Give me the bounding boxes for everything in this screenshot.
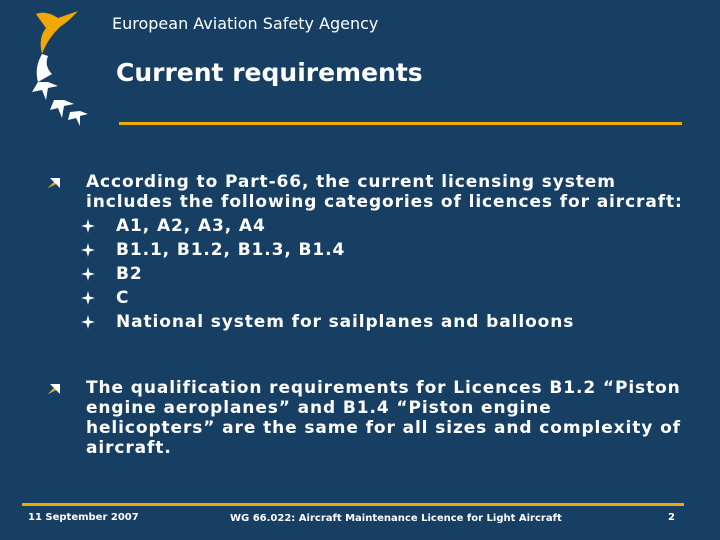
footer-rule xyxy=(22,503,684,506)
licence-category-list xyxy=(47,214,687,334)
list-item-text: B2 xyxy=(116,264,143,284)
easa-logo-icon xyxy=(28,8,98,128)
list-item-text: A1, A2, A3, A4 xyxy=(116,216,266,236)
page-number: 2 xyxy=(668,512,675,523)
list-item xyxy=(81,310,687,334)
slide-title: Current requirements xyxy=(116,58,423,87)
agency-name: European Aviation Safety Agency xyxy=(112,14,379,33)
footer-date: 11 September 2007 xyxy=(28,512,139,523)
list-item-text: C xyxy=(116,288,130,308)
star-bullet-icon xyxy=(81,291,116,305)
list-item xyxy=(81,238,687,262)
list-item xyxy=(81,262,687,286)
bullet-block-licence-categories xyxy=(47,172,687,334)
star-bullet-icon xyxy=(81,219,116,233)
list-item xyxy=(81,286,687,310)
bullet-text: According to Part-66, the current licensing system includes the following categories of licences for aircraft: xyxy=(86,172,683,212)
bullet-text: The qualification requirements for Licences B1.2 “Piston engine aeroplanes” and B1.4 “Piston engine helicopters” are the same for all sizes and complexity of aircraft. xyxy=(86,378,681,458)
star-bullet-icon xyxy=(81,243,116,257)
footer-reference: WG 66.022: Aircraft Maintenance Licence for Light Aircraft xyxy=(230,513,562,524)
list-item-text: National system for sailplanes and balloons xyxy=(116,312,575,332)
list-item xyxy=(81,214,687,238)
star-bullet-icon xyxy=(81,315,116,329)
arrow-bullet-icon xyxy=(47,172,86,193)
arrow-bullet-icon xyxy=(47,378,86,399)
list-item-text: B1.1, B1.2, B1.3, B1.4 xyxy=(116,240,346,260)
star-bullet-icon xyxy=(81,267,116,281)
bullet-block-qualification xyxy=(47,378,687,458)
title-underline xyxy=(119,122,682,125)
